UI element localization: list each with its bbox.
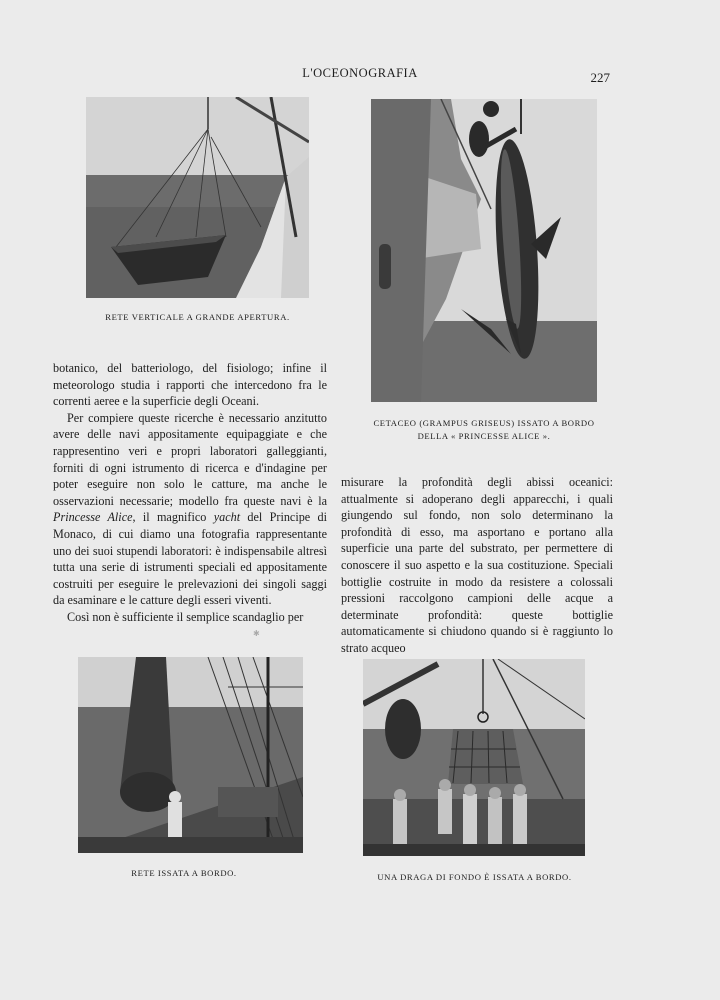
ship-name: Princesse Alice [53, 510, 133, 525]
running-title: L'OCEONOGRAFIA [302, 66, 418, 80]
photo-cetacean-hoisted [371, 99, 597, 402]
page-ornament: ✱ [253, 629, 260, 638]
page-number: 227 [590, 70, 610, 85]
photo-net-hoisted [78, 657, 303, 853]
paragraph-left-3: Così non è sufficiente il semplice scandaglio per [67, 609, 304, 624]
caption-cetacean-line1: CETACEO (GRAMPUS GRISEUS) ISSATO A BORDO [373, 418, 595, 428]
photo-vertical-net [86, 97, 309, 298]
photo-dredge-hoisted [363, 659, 585, 856]
text-column-left [53, 360, 327, 626]
text-column-right [341, 474, 613, 657]
paragraph-right-1: misurare la profondità degli abissi oceanici: attualmente si adoperano degli apparecchi, i quali giungendo sul fondo, non solo determinano la profondità di esso, ma asportano e portano alla superficie una parte del substrato, per permettere di conoscere il suo aspetto e la sua costituzione. Speciali bottiglie costruite in modo da resistere a colossali pressioni raccolgono campioni delle acque a determinate profondità: queste bottiglie automaticamente si chiudono quando si è raggiunto lo strato acqueo [341, 475, 613, 655]
paragraph-left-2-text-a: Per compiere queste ricerche è necessario anzitutto avere delle navi appositamente equipaggiate e che rappresentino veri e propri laboratori galleggianti, forniti di ogni istrumento di ricerca e d'indagine per poter eseguire non solo le catture, ma anche le osservazioni necessarie; modello fra queste navi è la [53, 410, 327, 508]
paragraph-left-2-text-c: del Principe di Monaco, di cui diamo una fotografia rappresentante uno dei suoi stupendi laboratori: è indispensabile altresì tutta una serie di istrumenti speciali ed appositamente costruiti per eseguire le prelevazioni dei singoli saggi da esaminare e le catture degli esseri viventi. [53, 510, 328, 608]
caption-vertical-net: RETE VERTICALE A GRANDE APERTURA. [105, 312, 290, 322]
paragraph-left-1: botanico, del batteriologo, del fisiologo; infine il meteorologo studia i rapporti che intercedono fra le correnti aeree e la superficie degli Oceani. [53, 361, 327, 409]
caption-cetacean [356, 417, 612, 443]
caption-net-hoisted: RETE ISSATA A BORDO. [131, 868, 237, 878]
caption-dredge-hoisted: UNA DRAGA DI FONDO È ISSATA A BORDO. [377, 872, 572, 882]
caption-cetacean-line2: DELLA « PRINCESSE ALICE ». [417, 431, 551, 441]
yacht-word: yacht [213, 510, 241, 525]
paragraph-left-2-text-b: , il magnifico [132, 510, 214, 525]
paragraph-left-2 [53, 410, 327, 609]
